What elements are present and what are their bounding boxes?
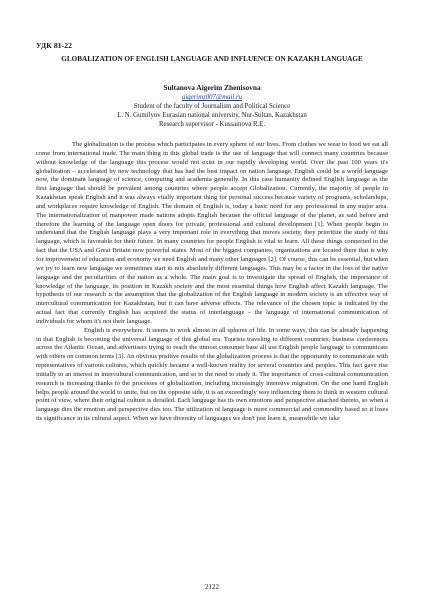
udk-code: УДК 81-22 [36, 41, 73, 50]
article-body [36, 141, 388, 424]
article-title: GLOBALIZATION OF ENGLISH LANGUAGE AND INFLUENCE ON KAZAKH LANGUAGE [61, 55, 363, 63]
body-paragraph: The globalization is the process which participates in every sphere of our lives. From clothes we wear to food we eat all come from international trade. The main thing in this global trade is the use of language that will connect many countries because without knowledge of the language this process would not exist in our rapidly developing world. Over the past 100 years it's globalization – accelerated by new technology that has had the best impact on nation language. English could be a world language now, the dominant language of science, computing and academia generally. In this case humanity defined English language as the first language that should be prevalent among countries where people accept Globalization. Currently, the majority of people in Kazakhstan speak English and it was always vitally important thing for personal success because variety of programs, scholarships, and workplaces require knowledge of English. The domain of English is, today a basic need for any professional in any major area. The internationalization of manpower made nations adopts English because the official language of the planet, as said before and therefore the learning of the language open doors for private, professional and cultural development [1]. When people begin to understand that the English language plays a very important role in everything that moves society, they prioritize the study of this language, which is favorable for their future. In many countries for people English is vital to learn. All these things connected to the fact that the USA and Great Britain now powerful states. Most of the biggest companies, organizations are located there that is why for improvement of education and economy we need English and many other languages [2]. Of course, this can be essential, but when we try to learn new language we sometimes start to mix absolutely different languages. This may be a factor in the loss of the native language and the peculiarities of the nation as a whole. The main goal is to investigate the spread of English, the importance of knowledge of the language, its position in Kazakh society and the most essential things how English affect Kazakh language. The hypothesis of our research is the assumption that the globalization of the English language in modern society is an effective way of intercultural communication for Kazakhstan, but it can have adverse effects. The relevance of the chosen topic is indicated by the actual fact that currently English has acquired the status of interlanguage – the language of international communication of individuals for whom it's not their language. [36, 141, 388, 325]
author-name: Sultanova Aigerim Zhenisovna [163, 83, 261, 92]
affiliation-line: Research supervisor - Kussainova R.E. [158, 121, 266, 129]
page-number: 2122 [205, 583, 219, 591]
affiliation-line: Student of the faculty of Journalism and Political Science [133, 103, 291, 110]
affiliation-line: L. N. Gumilyov Eurasian national university, Nur-Sultan, Kazakhstan [117, 112, 307, 120]
body-paragraph: English is everywhere. It seems to work almost in all spheres of life. In some ways, this can be already happening in that English is becoming the universal language of this global era. Tourists traveling to different countries, business conferences across the Atlantic Ocean, and advertisers trying to reach the utmost consumer base all use English people language to communicate with others on common terms [3]. An obvious positive results of the globalization process is that the opportunity to communicate with representatives of various cultures, which quickly became a well-known reality for several countries and peoples. This fact gave rise initially to an interest in intercultural communication, and so to the need to study it. The importance of cross-cultural communication research is increasing thanks to the processes of globalization, including increasingly intensive migration. On the one hand English helps people around the world to unite, but on the opposite side, it is an exceedingly way influencing them to think in western cultural point of view, where their original culture is derailed. Each language has its own emotions and perspective attached thereto, so when a language dies the emotion and perspective dies too. The utilization of language is more commercial and commodity based so it loses its significance in its cultural aspect. When we have diversity of languages we don't just learn it, meanwhile we take [36, 326, 388, 423]
author-email-link[interactable]: aigerimz007@mail.ru [181, 94, 243, 101]
author-affiliation [36, 102, 388, 130]
